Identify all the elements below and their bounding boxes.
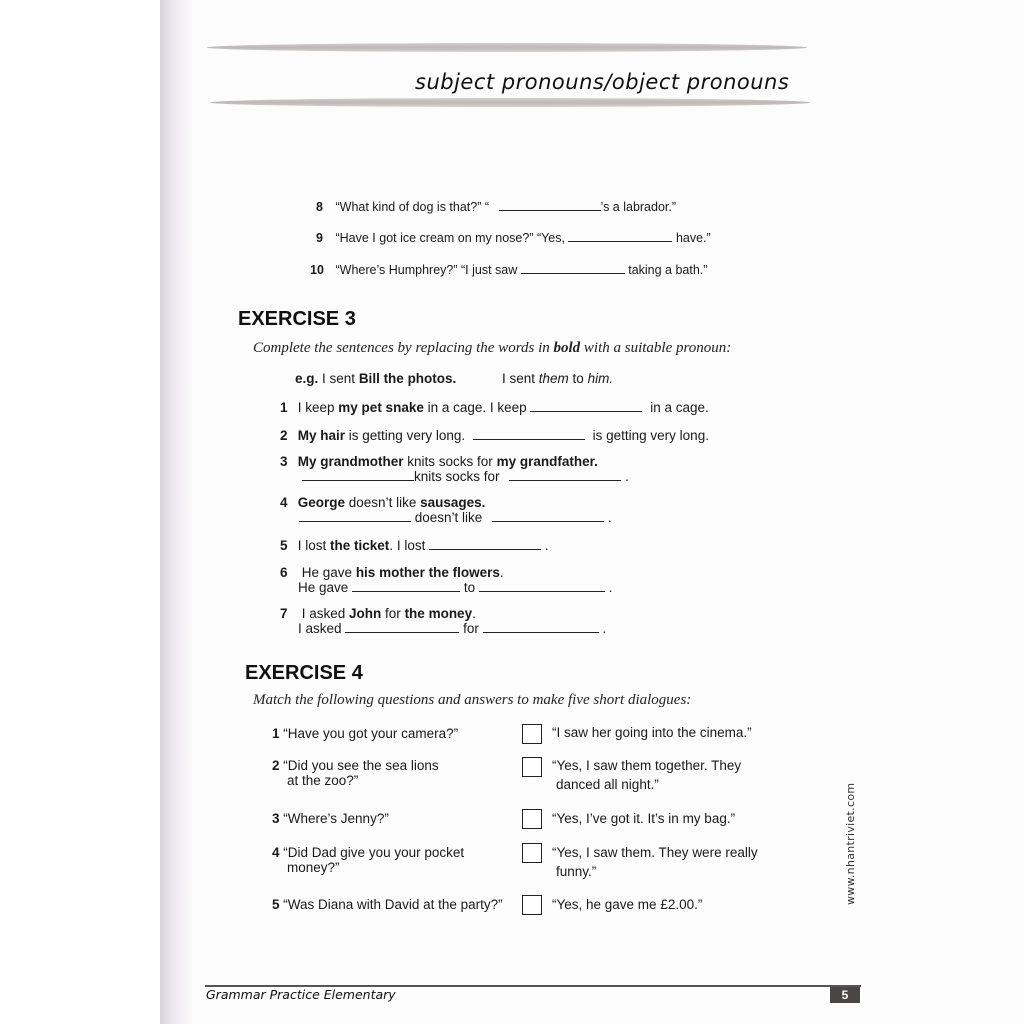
watermark-url: www.nhantriviet.com [844,782,857,905]
exercise3-item-2: 2 My hair is getting very long. is getting very long. [280,428,709,443]
header-brush-stroke-top [207,43,807,52]
match-checkbox-4[interactable] [522,843,542,863]
exercise3-item-1: 1 I keep my pet snake in a cage. I keep in a cage. [280,400,709,415]
exercise3-example-answer: I sent them to him. [502,371,614,386]
answer-blank[interactable] [473,427,585,440]
exercise4-instruction: Match the following questions and answers to make five short dialogues: [253,692,692,708]
exercise2-item-8: 8 “What kind of dog is that?” “ ’s a labrador.” [316,200,677,214]
footer-book-title: Grammar Practice Elementary [206,987,396,1002]
exercise3-item-4-answer: doesn’t like . [299,509,612,525]
exercise3-item-6: 6 He gave his mother the flowers. [280,565,504,580]
exercise3-item-7-answer: I asked for . [298,621,607,636]
exercise4-question-2: 2 “Did you see the sea lions at the zoo?” [272,758,439,788]
answer-blank[interactable] [352,579,460,592]
match-checkbox-2[interactable] [522,757,542,777]
answer-blank[interactable] [509,468,621,481]
exercise4-answer-4: “Yes, I saw them. They were really funny.” [552,845,758,879]
answer-blank[interactable] [499,198,601,211]
answer-blank[interactable] [568,229,672,242]
page-fold-shadow [160,0,194,1024]
answer-blank[interactable] [299,509,411,522]
match-checkbox-1[interactable] [522,724,542,744]
answer-blank[interactable] [521,261,625,274]
exercise3-item-4: 4 George doesn’t like sausages. [280,495,486,510]
exercise2-item-9: 9 “Have I got ice cream on my nose?” “Yes, have.” [316,231,711,245]
exercise4-question-1: 1 “Have you got your camera?” [272,726,459,741]
exercise2-item-10: 10 “Where’s Humphrey?” “I just saw taking a bath.” [310,263,708,277]
exercise3-item-5: 5 I lost the ticket. I lost . [280,538,549,553]
exercise4-answer-3: “Yes, I’ve got it. It’s in my bag.” [552,811,736,826]
answer-blank[interactable] [429,537,541,550]
answer-blank[interactable] [345,620,459,633]
section-title: subject pronouns/object pronouns [415,70,790,94]
exercise3-item-3-answer: knits socks for . [302,468,629,484]
answer-blank[interactable] [302,468,414,481]
answer-blank[interactable] [479,579,605,592]
exercise3-item-3: 3 My grandmother knits socks for my grandfather. [280,454,598,469]
exercise4-question-5: 5 “Was Diana with David at the party?” [272,897,503,912]
exercise4-title: EXERCISE 4 [245,662,363,684]
exercise3-item-7: 7 I asked John for the money. [280,606,476,621]
exercise4-answer-2: “Yes, I saw them together. They danced all night.” [552,758,742,792]
exercise3-example: e.g. I sent Bill the photos. [295,371,457,386]
exercise4-answer-5: “Yes, he gave me £2.00.” [552,897,703,912]
exercise4-question-4: 4 “Did Dad give you your pocket money?” [272,845,465,875]
match-checkbox-3[interactable] [522,809,542,829]
answer-blank[interactable] [530,399,642,412]
exercise4-answer-1: “I saw her going into the cinema.” [552,725,752,740]
match-checkbox-5[interactable] [522,895,542,915]
answer-blank[interactable] [483,620,599,633]
exercise4-question-3: 3 “Where’s Jenny?” [272,811,389,826]
answer-blank[interactable] [492,509,604,522]
exercise3-instruction: Complete the sentences by replacing the words in bold with a suitable pronoun: [253,340,732,356]
exercise3-item-6-answer: He gave to . [298,580,613,595]
header-brush-stroke-bottom [210,98,810,107]
book-gutter [0,0,160,1024]
page-number: 5 [830,987,860,1003]
exercise3-title: EXERCISE 3 [238,308,356,330]
